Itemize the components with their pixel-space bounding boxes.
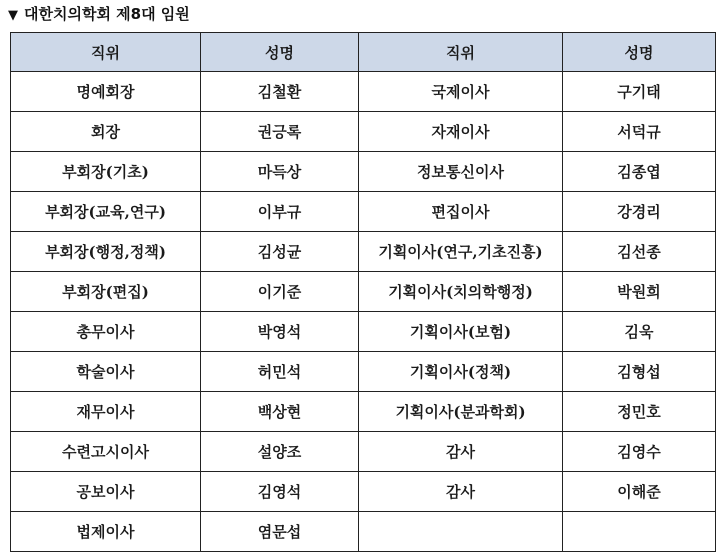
name-cell: 백상현 [201, 392, 359, 432]
name-cell: 권긍록 [201, 112, 359, 152]
position-cell: 부회장(편집) [11, 272, 201, 312]
page-title-text: 대한치의학회 제8대 임원 [24, 5, 190, 23]
position-cell: 기획이사(보험) [359, 312, 563, 352]
triangle-down-icon: ▼ [8, 8, 18, 23]
position-cell [359, 512, 563, 552]
table-row [11, 272, 716, 312]
position-cell: 정보통신이사 [359, 152, 563, 192]
position-cell: 총무이사 [11, 312, 201, 352]
position-cell: 부회장(교육,연구) [11, 192, 201, 232]
table-row [11, 352, 716, 392]
position-cell: 기획이사(분과학회) [359, 392, 563, 432]
name-cell: 김욱 [563, 312, 716, 352]
officers-table [10, 32, 716, 552]
page-title [8, 4, 190, 24]
name-cell: 허민석 [201, 352, 359, 392]
header-name: 성명 [201, 33, 359, 72]
table-row [11, 192, 716, 232]
position-cell: 자재이사 [359, 112, 563, 152]
name-cell: 김영석 [201, 472, 359, 512]
position-cell: 국제이사 [359, 72, 563, 112]
header-position-2: 직위 [359, 33, 563, 72]
name-cell [563, 512, 716, 552]
name-cell: 박원희 [563, 272, 716, 312]
position-cell: 회장 [11, 112, 201, 152]
header-position: 직위 [11, 33, 201, 72]
position-cell: 재무이사 [11, 392, 201, 432]
header-name-2: 성명 [563, 33, 716, 72]
name-cell: 정민호 [563, 392, 716, 432]
name-cell: 마득상 [201, 152, 359, 192]
table-row [11, 432, 716, 472]
position-cell: 명예회장 [11, 72, 201, 112]
position-cell: 학술이사 [11, 352, 201, 392]
name-cell: 이해준 [563, 472, 716, 512]
name-cell: 김형섭 [563, 352, 716, 392]
table-header-row [11, 33, 716, 72]
table-row [11, 312, 716, 352]
name-cell: 설양조 [201, 432, 359, 472]
name-cell: 이기준 [201, 272, 359, 312]
name-cell: 김성균 [201, 232, 359, 272]
name-cell: 김종엽 [563, 152, 716, 192]
position-cell: 감사 [359, 472, 563, 512]
table-row [11, 512, 716, 552]
position-cell: 기획이사(연구,기초진흥) [359, 232, 563, 272]
table-row [11, 72, 716, 112]
position-cell: 법제이사 [11, 512, 201, 552]
position-cell: 기획이사(치의학행정) [359, 272, 563, 312]
position-cell: 수련고시이사 [11, 432, 201, 472]
name-cell: 구기태 [563, 72, 716, 112]
name-cell: 김영수 [563, 432, 716, 472]
name-cell: 김선종 [563, 232, 716, 272]
table-row [11, 152, 716, 192]
table-row [11, 392, 716, 432]
name-cell: 이부규 [201, 192, 359, 232]
name-cell: 박영석 [201, 312, 359, 352]
name-cell: 서덕규 [563, 112, 716, 152]
table-row [11, 112, 716, 152]
name-cell: 강경리 [563, 192, 716, 232]
name-cell: 김철환 [201, 72, 359, 112]
position-cell: 편집이사 [359, 192, 563, 232]
position-cell: 감사 [359, 432, 563, 472]
table-row [11, 472, 716, 512]
table-body [11, 72, 716, 552]
name-cell: 염문섭 [201, 512, 359, 552]
position-cell: 부회장(행정,정책) [11, 232, 201, 272]
position-cell: 공보이사 [11, 472, 201, 512]
position-cell: 기획이사(정책) [359, 352, 563, 392]
position-cell: 부회장(기초) [11, 152, 201, 192]
table-row [11, 232, 716, 272]
